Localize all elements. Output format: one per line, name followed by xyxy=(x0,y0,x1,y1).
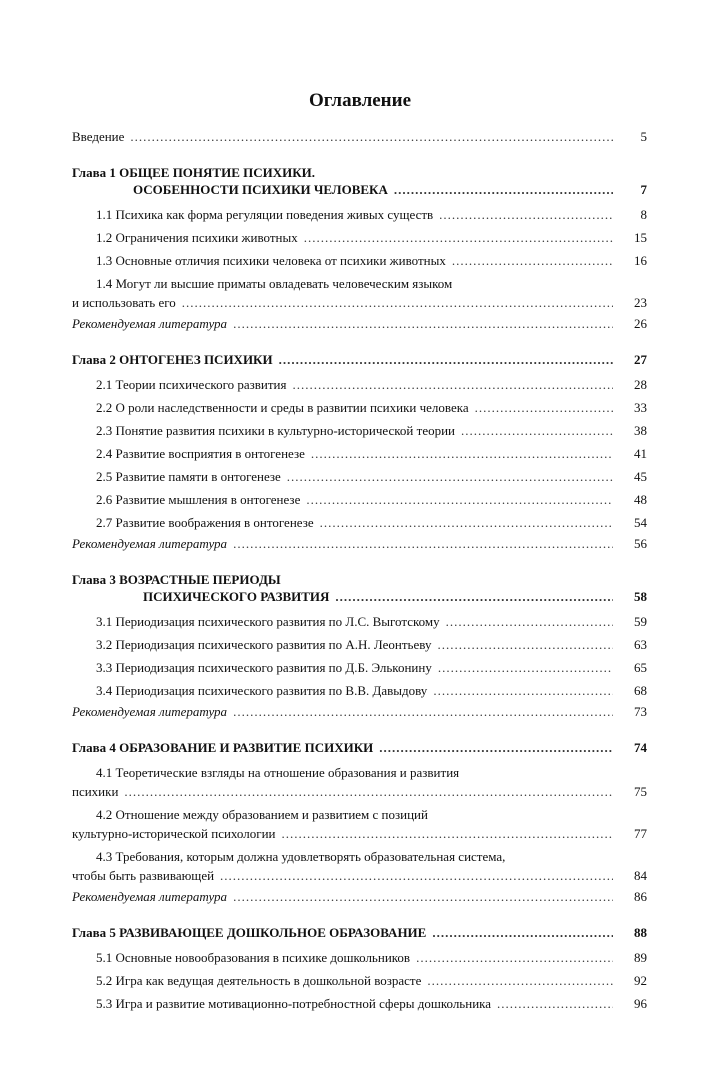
toc-entry-label: Глава 2 ОНТОГЕНЕЗ ПСИХИКИ xyxy=(72,352,273,367)
toc-section-1-3[interactable] xyxy=(72,252,647,269)
toc-page-number: 41 xyxy=(634,446,647,461)
toc-entry-label: 3.2 Периодизация психического развития по А.Н. Леонтьеву xyxy=(96,637,432,652)
toc-section-3-1[interactable] xyxy=(72,613,647,630)
leader-dots xyxy=(282,825,614,842)
toc-section-3-3[interactable] xyxy=(72,659,647,676)
toc-page-number: 23 xyxy=(634,295,647,310)
leader-dots xyxy=(439,206,613,223)
toc-entry-label: Рекомендуемая литература xyxy=(72,536,228,551)
toc-page-number: 28 xyxy=(634,377,647,392)
leader-dots xyxy=(497,995,613,1012)
toc-section-4-2[interactable]: 4.2 Отношение между образованием и развитием с позиций xyxy=(96,807,428,822)
leader-dots xyxy=(311,445,613,462)
toc-page-number: 38 xyxy=(634,423,647,438)
toc-page-number: 77 xyxy=(634,826,647,841)
leader-dots xyxy=(279,351,613,368)
toc-section-2-5[interactable] xyxy=(72,468,647,485)
toc-page-number: 63 xyxy=(634,637,647,652)
toc-literature-3[interactable] xyxy=(72,703,647,720)
toc-section-4-3[interactable]: 4.3 Требования, которым должна удовлетворять образовательная система, xyxy=(96,849,506,864)
toc-page-number: 86 xyxy=(634,889,647,904)
toc-page-number: 16 xyxy=(634,253,647,268)
toc-entry-label: Введение xyxy=(72,129,125,144)
toc-section-1-4[interactable]: 1.4 Могут ли высшие приматы овладевать человеческим языком xyxy=(96,276,453,291)
chapter-1-heading-cont[interactable] xyxy=(72,181,647,198)
toc-page-number: 89 xyxy=(634,950,647,965)
table-of-contents xyxy=(72,128,647,1012)
toc-page-number: 88 xyxy=(634,925,647,940)
toc-page-number: 15 xyxy=(634,230,647,245)
toc-entry-label: 2.6 Развитие мышления в онтогенезе xyxy=(96,492,301,507)
leader-dots xyxy=(379,739,613,756)
leader-dots xyxy=(130,128,613,145)
leader-dots xyxy=(124,783,613,800)
toc-entry-label: 2.5 Развитие памяти в онтогенезе xyxy=(96,469,281,484)
toc-page-number: 74 xyxy=(634,740,647,755)
toc-page-number: 59 xyxy=(634,614,647,629)
toc-section-3-2[interactable] xyxy=(72,636,647,653)
toc-entry-label: 3.1 Периодизация психического развития по Л.С. Выготскому xyxy=(96,614,440,629)
toc-section-4-2-cont[interactable] xyxy=(72,825,647,842)
leader-dots xyxy=(220,867,613,884)
toc-section-2-6[interactable] xyxy=(72,491,647,508)
toc-entry-label: Глава 5 РАЗВИВАЮЩЕЕ ДОШКОЛЬНОЕ ОБРАЗОВАНИЕ xyxy=(72,925,427,940)
leader-dots xyxy=(233,888,613,905)
toc-entry-label: культурно-исторической психологии xyxy=(72,826,276,841)
toc-page-number: 73 xyxy=(634,704,647,719)
toc-entry-label: 1.2 Ограничения психики животных xyxy=(96,230,298,245)
leader-dots xyxy=(182,294,613,311)
toc-page-number: 8 xyxy=(640,207,647,222)
toc-literature-4[interactable] xyxy=(72,888,647,905)
toc-entry-label: и использовать его xyxy=(72,295,176,310)
toc-page-number: 33 xyxy=(634,400,647,415)
toc-entry-label: 2.7 Развитие воображения в онтогенезе xyxy=(96,515,314,530)
toc-page-number: 54 xyxy=(634,515,647,530)
leader-dots xyxy=(416,949,613,966)
toc-section-5-3[interactable] xyxy=(72,995,647,1012)
toc-section-2-7[interactable] xyxy=(72,514,647,531)
leader-dots xyxy=(446,613,613,630)
toc-page-number: 48 xyxy=(634,492,647,507)
toc-page-number: 65 xyxy=(634,660,647,675)
toc-section-1-2[interactable] xyxy=(72,229,647,246)
toc-page-number: 45 xyxy=(634,469,647,484)
toc-literature-1[interactable] xyxy=(72,315,647,332)
toc-page-number: 84 xyxy=(634,868,647,883)
leader-dots xyxy=(461,422,613,439)
leader-dots xyxy=(427,972,613,989)
chapter-1-heading[interactable]: Глава 1 ОБЩЕЕ ПОНЯТИЕ ПСИХИКИ. xyxy=(72,165,316,180)
leader-dots xyxy=(437,636,613,653)
chapter-2-heading[interactable] xyxy=(72,351,647,368)
toc-section-5-2[interactable] xyxy=(72,972,647,989)
leader-dots xyxy=(292,376,613,393)
leader-dots xyxy=(233,703,613,720)
toc-entry-label: Рекомендуемая литература xyxy=(72,704,228,719)
toc-page-number: 68 xyxy=(634,683,647,698)
toc-literature-2[interactable] xyxy=(72,535,647,552)
toc-page-number: 75 xyxy=(634,784,647,799)
toc-page-number: 27 xyxy=(634,352,647,367)
toc-page-number: 96 xyxy=(634,996,647,1011)
toc-section-2-2[interactable] xyxy=(72,399,647,416)
toc-entry-label: Рекомендуемая литература xyxy=(72,889,228,904)
toc-page-number: 5 xyxy=(640,129,647,144)
toc-section-2-4[interactable] xyxy=(72,445,647,462)
toc-entry-label: Глава 4 ОБРАЗОВАНИЕ И РАЗВИТИЕ ПСИХИКИ xyxy=(72,740,374,755)
toc-entry-label: ОСОБЕННОСТИ ПСИХИКИ ЧЕЛОВЕКА xyxy=(133,182,388,197)
toc-entry-label: 5.2 Игра как ведущая деятельность в дошкольной возрасте xyxy=(96,973,422,988)
leader-dots xyxy=(335,588,613,605)
leader-dots xyxy=(475,399,613,416)
toc-section-5-1[interactable] xyxy=(72,949,647,966)
leader-dots xyxy=(233,315,613,332)
toc-intro[interactable] xyxy=(72,128,647,145)
toc-entry-label: Рекомендуемая литература xyxy=(72,316,228,331)
toc-section-4-1-cont[interactable] xyxy=(72,783,647,800)
toc-entry-label: 1.1 Психика как форма регуляции поведения живых существ xyxy=(96,207,434,222)
toc-section-2-1[interactable] xyxy=(72,376,647,393)
toc-entry-label: 2.3 Понятие развития психики в культурно-исторической теории xyxy=(96,423,456,438)
leader-dots xyxy=(304,229,613,246)
toc-entry-label: 3.4 Периодизация психического развития по В.В. Давыдову xyxy=(96,683,428,698)
toc-section-4-3-cont[interactable] xyxy=(72,867,647,884)
toc-entry-label: 2.2 О роли наследственности и среды в развитии психики человека xyxy=(96,400,469,415)
leader-dots xyxy=(433,682,613,699)
leader-dots xyxy=(432,924,613,941)
toc-entry-label: ПСИХИЧЕСКОГО РАЗВИТИЯ xyxy=(143,589,330,604)
leader-dots xyxy=(233,535,613,552)
leader-dots xyxy=(452,252,613,269)
toc-page-number: 7 xyxy=(640,182,647,197)
leader-dots xyxy=(320,514,613,531)
toc-section-2-3[interactable] xyxy=(72,422,647,439)
chapter-3-heading[interactable]: Глава 3 ВОЗРАСТНЫЕ ПЕРИОДЫ xyxy=(72,572,281,587)
toc-page-number: 56 xyxy=(634,536,647,551)
leader-dots xyxy=(306,491,613,508)
toc-entry-label: психики xyxy=(72,784,119,799)
chapter-5-heading[interactable] xyxy=(72,924,647,941)
chapter-3-heading-cont[interactable] xyxy=(72,588,647,605)
leader-dots xyxy=(287,468,613,485)
toc-section-4-1[interactable]: 4.1 Теоретические взгляды на отношение образования и развития xyxy=(96,765,460,780)
toc-section-3-4[interactable] xyxy=(72,682,647,699)
toc-entry-label: 1.3 Основные отличия психики человека от психики животных xyxy=(96,253,446,268)
toc-entry-label: 2.1 Теории психического развития xyxy=(96,377,287,392)
toc-section-1-1[interactable] xyxy=(72,206,647,223)
leader-dots xyxy=(394,181,613,198)
toc-entry-label: 3.3 Периодизация психического развития по Д.Б. Эльконину xyxy=(96,660,432,675)
toc-entry-label: чтобы быть развивающей xyxy=(72,868,215,883)
toc-title: Оглавление xyxy=(308,90,412,111)
toc-page-number: 92 xyxy=(634,973,647,988)
chapter-4-heading[interactable] xyxy=(72,739,647,756)
toc-page-number: 58 xyxy=(634,589,647,604)
toc-section-1-4-cont[interactable] xyxy=(72,294,647,311)
toc-entry-label: 2.4 Развитие восприятия в онтогенезе xyxy=(96,446,305,461)
toc-entry-label: 5.1 Основные новообразования в психике дошкольников xyxy=(96,950,411,965)
toc-entry-label: 5.3 Игра и развитие мотивационно-потребностной сферы дошкольника xyxy=(96,996,492,1011)
leader-dots xyxy=(438,659,613,676)
toc-page-number: 26 xyxy=(634,316,647,331)
